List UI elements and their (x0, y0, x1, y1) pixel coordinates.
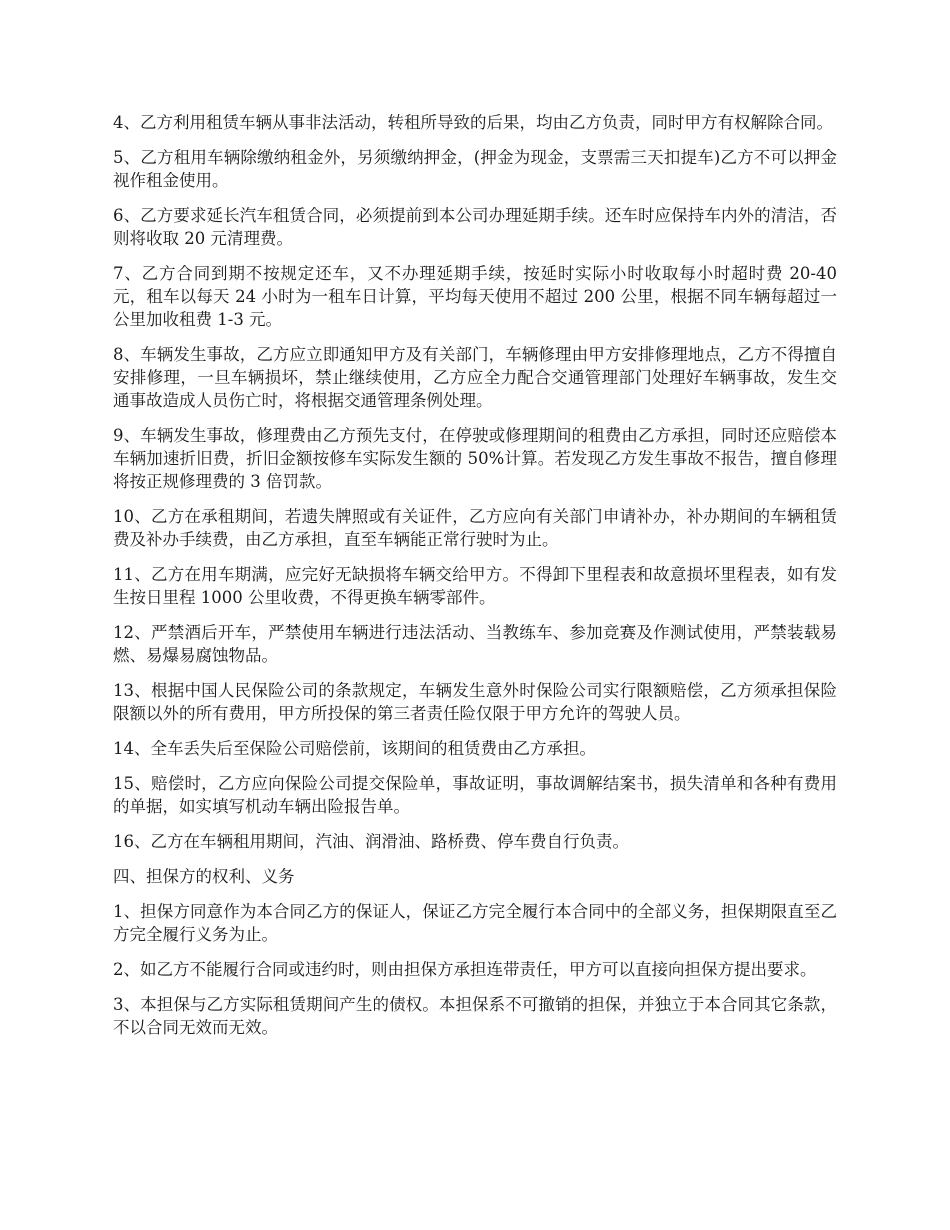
clause-6: 6、乙方要求延长汽车租赁合同，必须提前到本公司办理延期手续。还车时应保持车内外的清洁，否则将收取 20 元清理费。 (113, 206, 837, 248)
clause-11: 11、乙方在用车期满，应完好无缺损将车辆交给甲方。不得卸下里程表和故意损坏里程表，如有发生按日里程 1000 公里收费，不得更换车辆零部件。 (113, 565, 837, 607)
clause-5: 5、乙方租用车辆除缴纳租金外，另须缴纳押金，(押金为现金，支票需三天扣提车)乙方不可以押金视作租金使用。 (113, 148, 837, 190)
guarantor-clause-1: 1、担保方同意作为本合同乙方的保证人，保证乙方完全履行本合同中的全部义务，担保期限直至乙方完全履行义务为止。 (113, 902, 837, 944)
section-heading-guarantor: 四、担保方的权利、义务 (113, 867, 295, 886)
clause-8: 8、车辆发生事故，乙方应立即通知甲方及有关部门，车辆修理由甲方安排修理地点，乙方不得擅自安排修理，一旦车辆损坏，禁止继续使用，乙方应全力配合交通管理部门处理好车辆事故，发生交通事故造成人员伤亡时，将根据交通管理条例处理。 (113, 345, 837, 410)
clause-16: 16、乙方在车辆租用期间，汽油、润滑油、路桥费、停车费自行负责。 (113, 832, 629, 851)
clause-10: 10、乙方在承租期间，若遗失牌照或有关证件，乙方应向有关部门申请补办，补办期间的车辆租赁费及补办手续费，由乙方承担，直至车辆能正常行驶时为止。 (113, 507, 837, 549)
clause-14: 14、全车丢失后至保险公司赔偿前，该期间的租赁费由乙方承担。 (113, 739, 596, 758)
guarantor-clause-3: 3、本担保与乙方实际租赁期间产生的债权。本担保系不可撤销的担保，并独立于本合同其它条款，不以合同无效而无效。 (113, 995, 837, 1037)
clause-12: 12、严禁酒后开车，严禁使用车辆进行违法活动、当教练车、参加竞赛及作测试使用，严禁装载易燃、易爆易腐蚀物品。 (113, 623, 837, 665)
clause-15: 15、赔偿时，乙方应向保险公司提交保险单，事故证明，事故调解结案书，损失清单和各种有费用的单据，如实填写机动车辆出险报告单。 (113, 774, 837, 816)
clause-4: 4、乙方利用租赁车辆从事非法活动，转租所导致的后果，均由乙方负责，同时甲方有权解除合同。 (113, 113, 833, 132)
clause-9: 9、车辆发生事故，修理费由乙方预先支付，在停驶或修理期间的租费由乙方承担，同时还应赔偿本车辆加速折旧费，折旧金额按修车实际发生额的 50%计算。若发现乙方发生事故不报告，擅自修理将按正规修理费的 3 倍罚款。 (113, 426, 837, 491)
guarantor-clause-2: 2、如乙方不能履行合同或违约时，则由担保方承担连带责任，甲方可以直接向担保方提出要求。 (113, 960, 817, 979)
clause-7: 7、乙方合同到期不按规定还车，又不办理延期手续，按延时实际小时收取每小时超时费 20-40 元，租车以每天 24 小时为一租车日计算，平均每天使用不超过 200 公里，根据不同车辆每超过一公里加收租费 1-3 元。 (113, 264, 837, 329)
document-body (113, 111, 837, 1051)
clause-13: 13、根据中国人民保险公司的条款规定，车辆发生意外时保险公司实行限额赔偿，乙方须承担保险限额以外的所有费用，甲方所投保的第三者责任险仅限于甲方允许的驾驶人员。 (113, 681, 837, 723)
